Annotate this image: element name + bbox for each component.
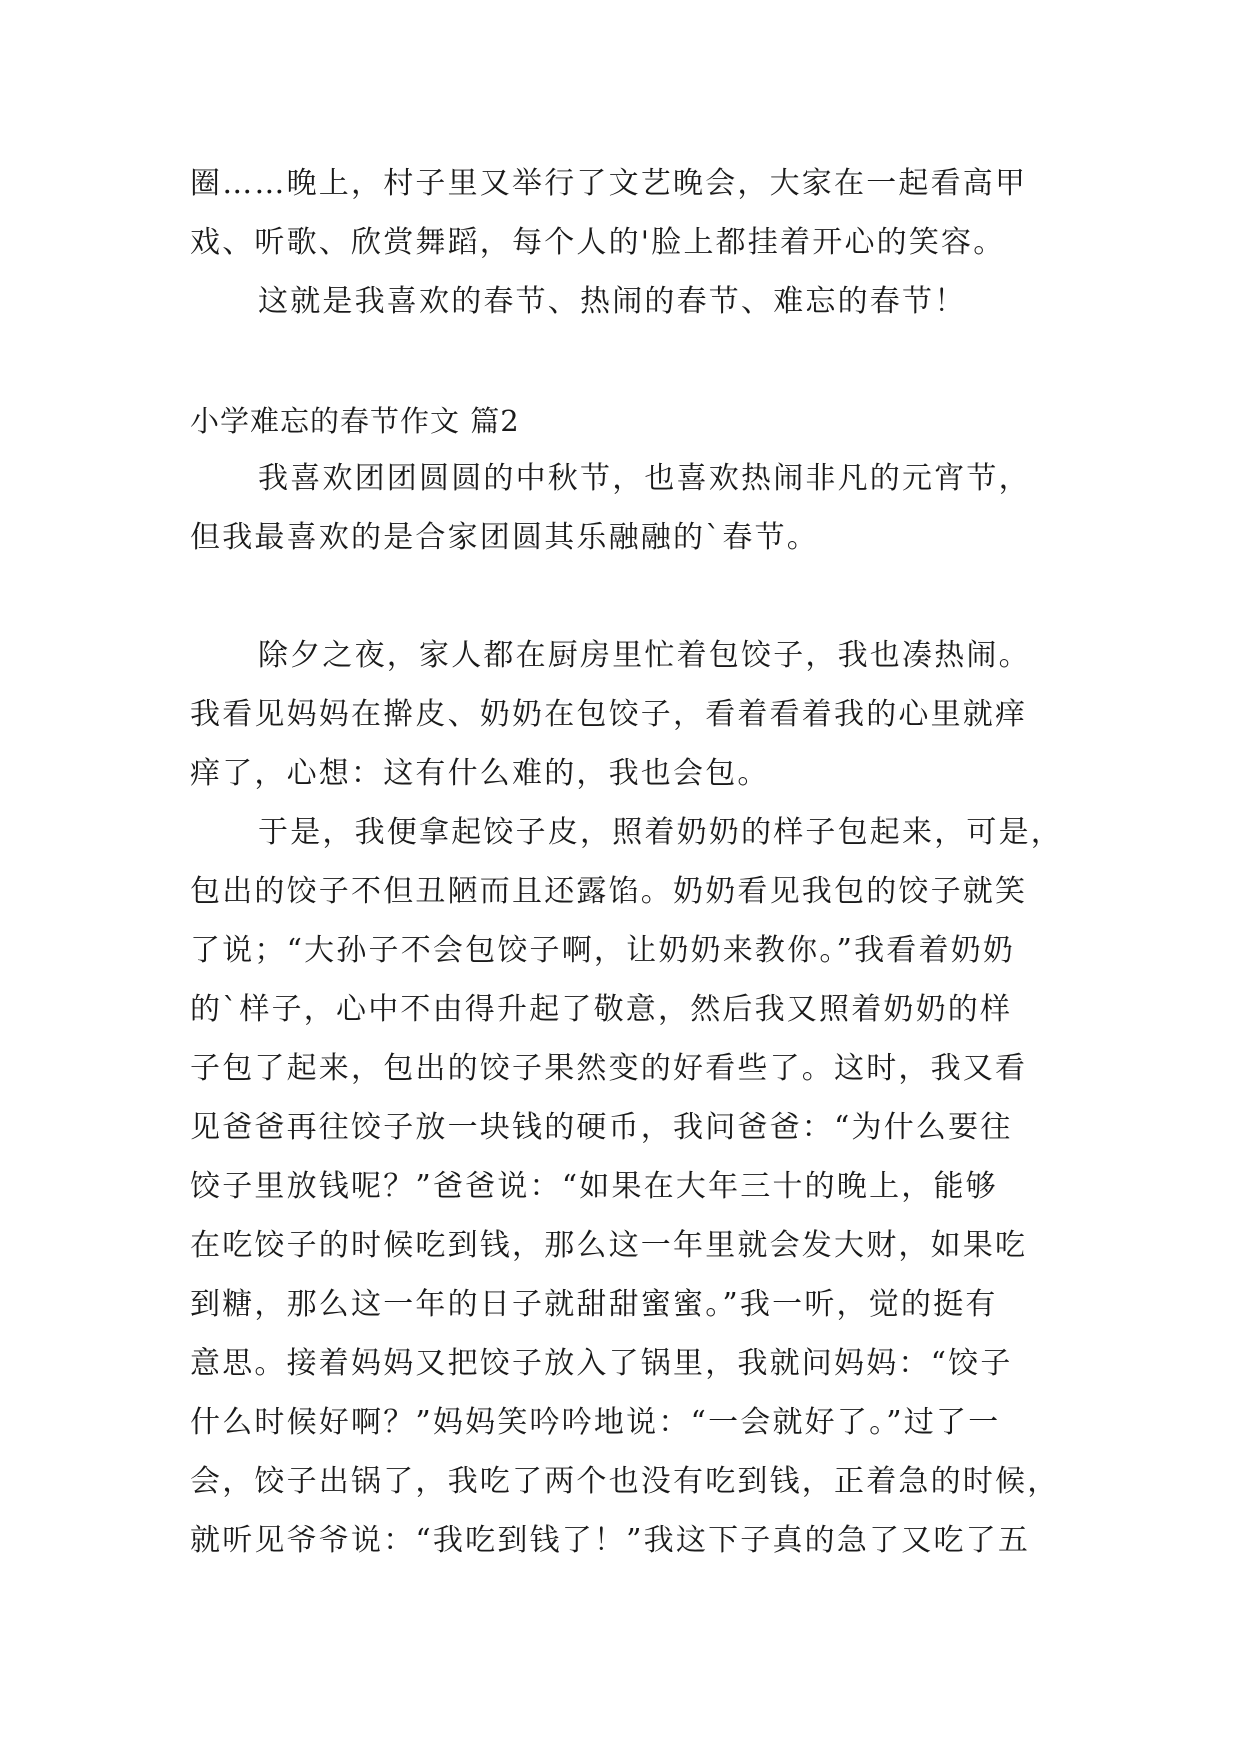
paragraph-line: 子包了起来，包出的饺子果然变的好看些了。这时，我又看 — [190, 1051, 1028, 1086]
paragraph-line: 了说；“大孙子不会包饺子啊，让奶奶来教你。”我看着奶奶 — [190, 933, 1016, 968]
paragraph-line: 的`样子，心中不由得升起了敬意，然后我又照着奶奶的样 — [190, 992, 1013, 1027]
paragraph-line: 包出的饺子不但丑陋而且还露馅。奶奶看见我包的饺子就笑 — [190, 874, 1028, 909]
paragraph-line: 意思。接着妈妈又把饺子放入了锅里，我就问妈妈：“饺子 — [190, 1346, 1013, 1381]
paragraph-line: 就听见爷爷说：“我吃到钱了！”我这下子真的急了又吃了五 — [190, 1523, 1031, 1558]
paragraph-line: 痒了，心想：这有什么难的，我也会包。 — [190, 756, 770, 791]
paragraph-line: 饺子里放钱呢？”爸爸说：“如果在大年三十的晚上，能够 — [190, 1169, 998, 1204]
paragraph-line: 会，饺子出锅了，我吃了两个也没有吃到钱，正着急的时候， — [190, 1464, 1060, 1499]
paragraph-line: 除夕之夜，家人都在厨房里忙着包饺子，我也凑热闹。 — [258, 638, 1031, 673]
paragraph-line: 在吃饺子的时候吃到钱，那么这一年里就会发大财，如果吃 — [190, 1228, 1028, 1263]
paragraph-line: 我看见妈妈在擀皮、奶奶在包饺子，看着看着我的心里就痒 — [190, 697, 1028, 732]
paragraph-line: 我喜欢团团圆圆的中秋节，也喜欢热闹非凡的元宵节， — [258, 461, 1031, 496]
paragraph-line: 圈……晚上，村子里又举行了文艺晚会，大家在一起看高甲 — [190, 166, 1028, 201]
paragraph-line: 于是，我便拿起饺子皮，照着奶奶的样子包起来，可是， — [258, 815, 1063, 850]
paragraph-line: 什么时候好啊？”妈妈笑吟吟地说：“一会就好了。”过了一 — [190, 1405, 1001, 1440]
paragraph-line: 到糖，那么这一年的日子就甜甜蜜蜜。”我一听，觉的挺有 — [190, 1287, 998, 1322]
paragraph-line: 见爸爸再往饺子放一块钱的硬币，我问爸爸：“为什么要往 — [190, 1110, 1013, 1145]
paragraph-line: 但我最喜欢的是合家团圆其乐融融的`春节。 — [190, 520, 819, 555]
paragraph-line: 这就是我喜欢的春节、热闹的春节、难忘的春节！ — [258, 284, 967, 319]
section-heading: 小学难忘的春节作文 篇2 — [190, 404, 520, 438]
paragraph-line: 戏、听歌、欣赏舞蹈，每个人的'脸上都挂着开心的笑容。 — [190, 225, 1006, 260]
